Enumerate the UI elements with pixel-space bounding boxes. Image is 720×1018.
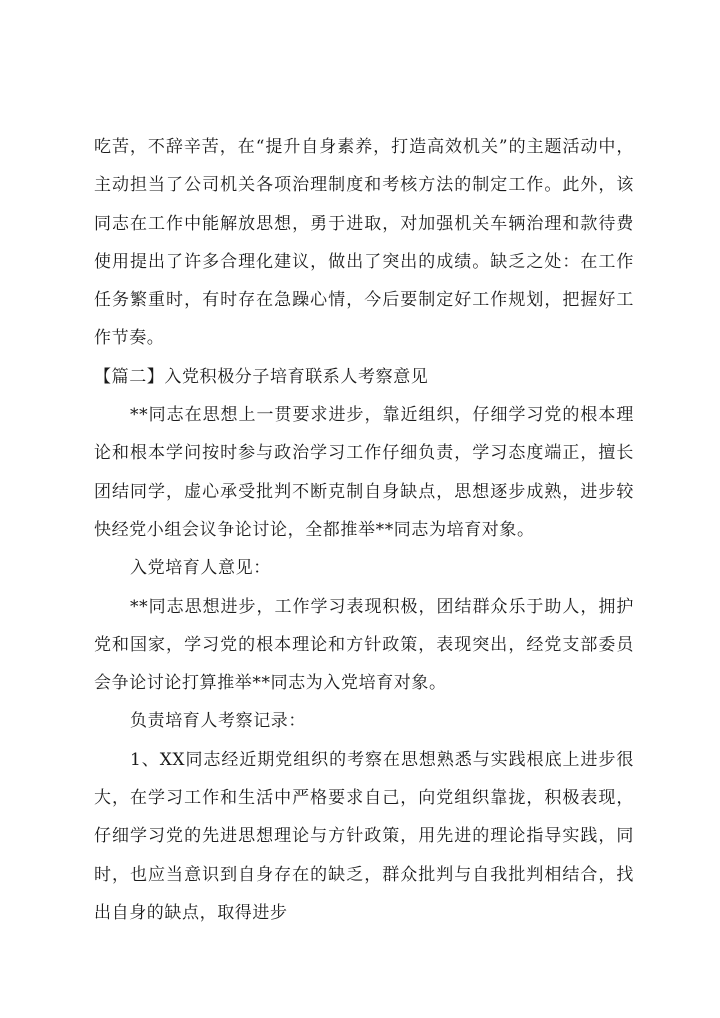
paragraph-6: 1、XX同志经近期党组织的考察在思想熟悉与实践根底上进步很大，在学习工作和生活中严格要求自己，向党组织靠拢，积极表现，仔细学习党的先进思想理论与方针政策，用先进的理论指导实践，同时，也应当意识到自身存在的缺乏，群众批判与自我批判相结合，找出自身的缺点，取得进步 xyxy=(94,749,634,923)
paragraph-3: 入党培育人意见： xyxy=(130,558,271,579)
paragraph-1: 吃苦，不辞辛苦，在“提升自身素养，打造高效机关”的主题活动中，主动担当了公司机关各项治理制度和考核方法的制定工作。此外，该同志在工作中能解放思想，勇于进取，对加强机关车辆治理和款待费使用提出了许多合理化建议，做出了突出的成绩。缺乏之处：在工作任务繁重时，有时存在急躁心情，今后要制定好工作规划，把握好工作节奏。 xyxy=(94,137,634,349)
paragraph-5: 负责培育人考察记录： xyxy=(130,711,306,732)
section-heading: 【篇二】入党积极分子培育联系人考察意见 xyxy=(94,366,429,387)
paragraph-4: **同志思想进步，工作学习表现积极，团结群众乐于助人，拥护党和国家，学习党的根本理论和方针政策，表现突出，经党支部委员会争论讨论打算推举**同志为入党培育对象。 xyxy=(94,596,634,694)
paragraph-2: **同志在思想上一贯要求进步，靠近组织，仔细学习党的根本理论和根本学问按时参与政治学习工作仔细负责，学习态度端正，擅长团结同学，虚心承受批判不断克制自身缺点，思想逐步成熟，进步较快经党小组会议争论讨论，全都推举**同志为培育对象。 xyxy=(94,405,634,540)
document-body xyxy=(94,128,634,932)
